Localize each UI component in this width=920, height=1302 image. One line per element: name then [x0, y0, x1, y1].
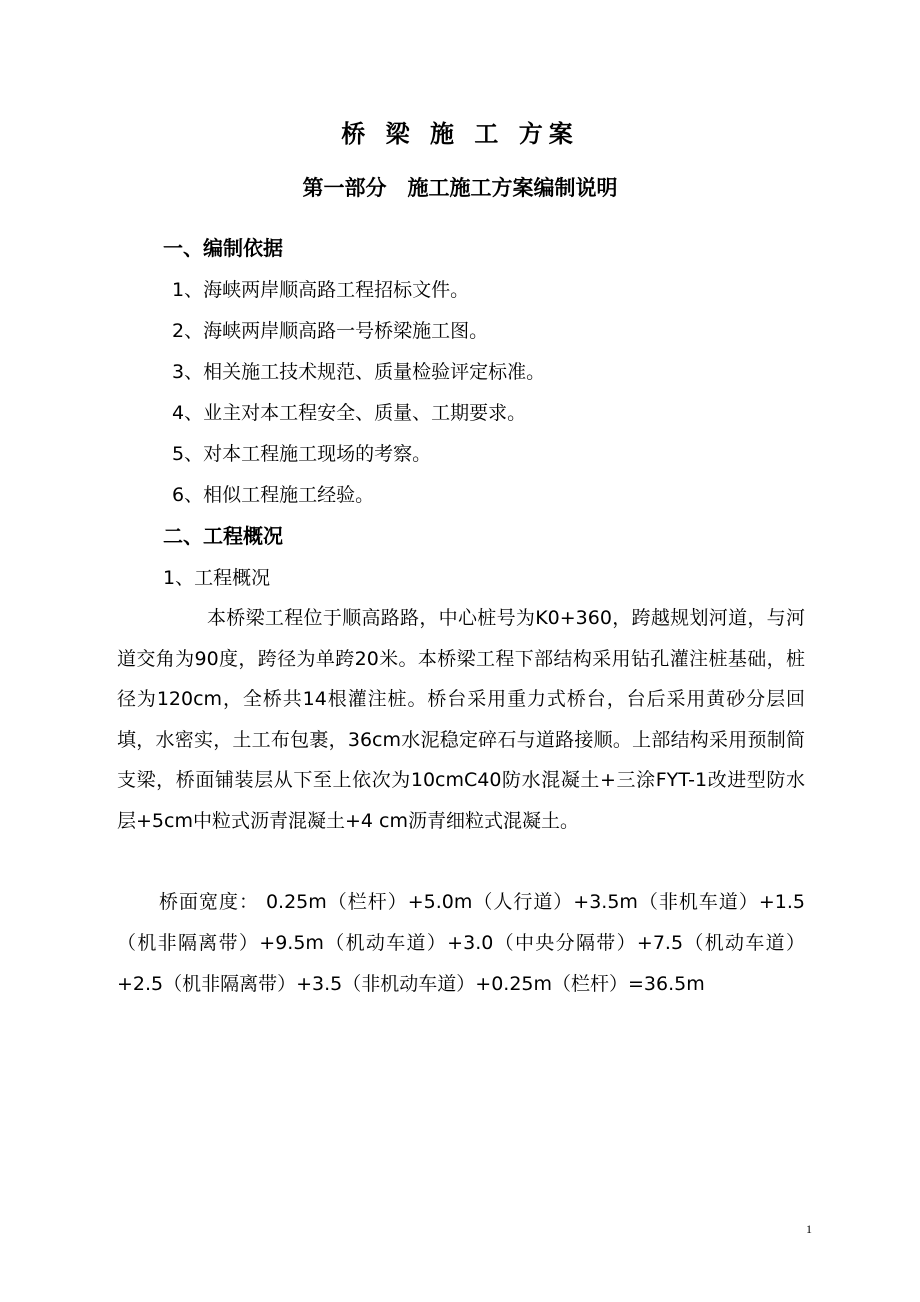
list-item: 6、相似工程施工经验。: [172, 484, 375, 506]
list-item: 2、海峡两岸顺高路一号桥梁施工图。: [172, 320, 489, 342]
list-item: 3、相关施工技术规范、质量检验评定标准。: [172, 361, 546, 383]
document-subtitle: 第一部分 施工施工方案编制说明: [302, 176, 618, 200]
page-number: 1: [806, 1222, 812, 1236]
section-heading-overview: 二、工程概况: [163, 524, 283, 548]
document-title: 桥 梁 施 工 方案: [341, 120, 579, 148]
subsection-heading: 1、工程概况: [163, 567, 271, 589]
list-item: 1、海峡两岸顺高路工程招标文件。: [172, 279, 470, 301]
list-item: 4、业主对本工程安全、质量、工期要求。: [172, 402, 527, 424]
paragraph-deck-width: 桥面宽度： 0.25m（栏杆）+5.0m（人行道）+3.5m（非机车道）+1.5（机非隔离带）+9.5m（机动车道）+3.0（中央分隔带）+7.5（机动车道）+2.5（机非隔离带）+3.5（非机动车道）+0.25m（栏杆）=36.5m: [117, 891, 805, 995]
list-item: 5、对本工程施工现场的考察。: [172, 443, 432, 465]
section-heading-basis: 一、编制依据: [163, 236, 283, 260]
paragraph-project-overview: 本桥梁工程位于顺高路路，中心桩号为K0+360，跨越规划河道，与河道交角为90度，跨径为单跨20米。本桥梁工程下部结构采用钻孔灌注桩基础，桩径为120cm，全桥共14根灌注桩。桥台采用重力式桥台，台后采用黄砂分层回填，水密实，土工布包裹，36cm水泥稳定碎石与道路接顺。上部结构采用预制简支梁，桥面铺装层从下至上依次为10cmC40防水混凝土+三涂FYT-1改进型防水层+5cm中粒式沥青混凝土+4 cm沥青细粒式混凝土。: [117, 607, 805, 832]
